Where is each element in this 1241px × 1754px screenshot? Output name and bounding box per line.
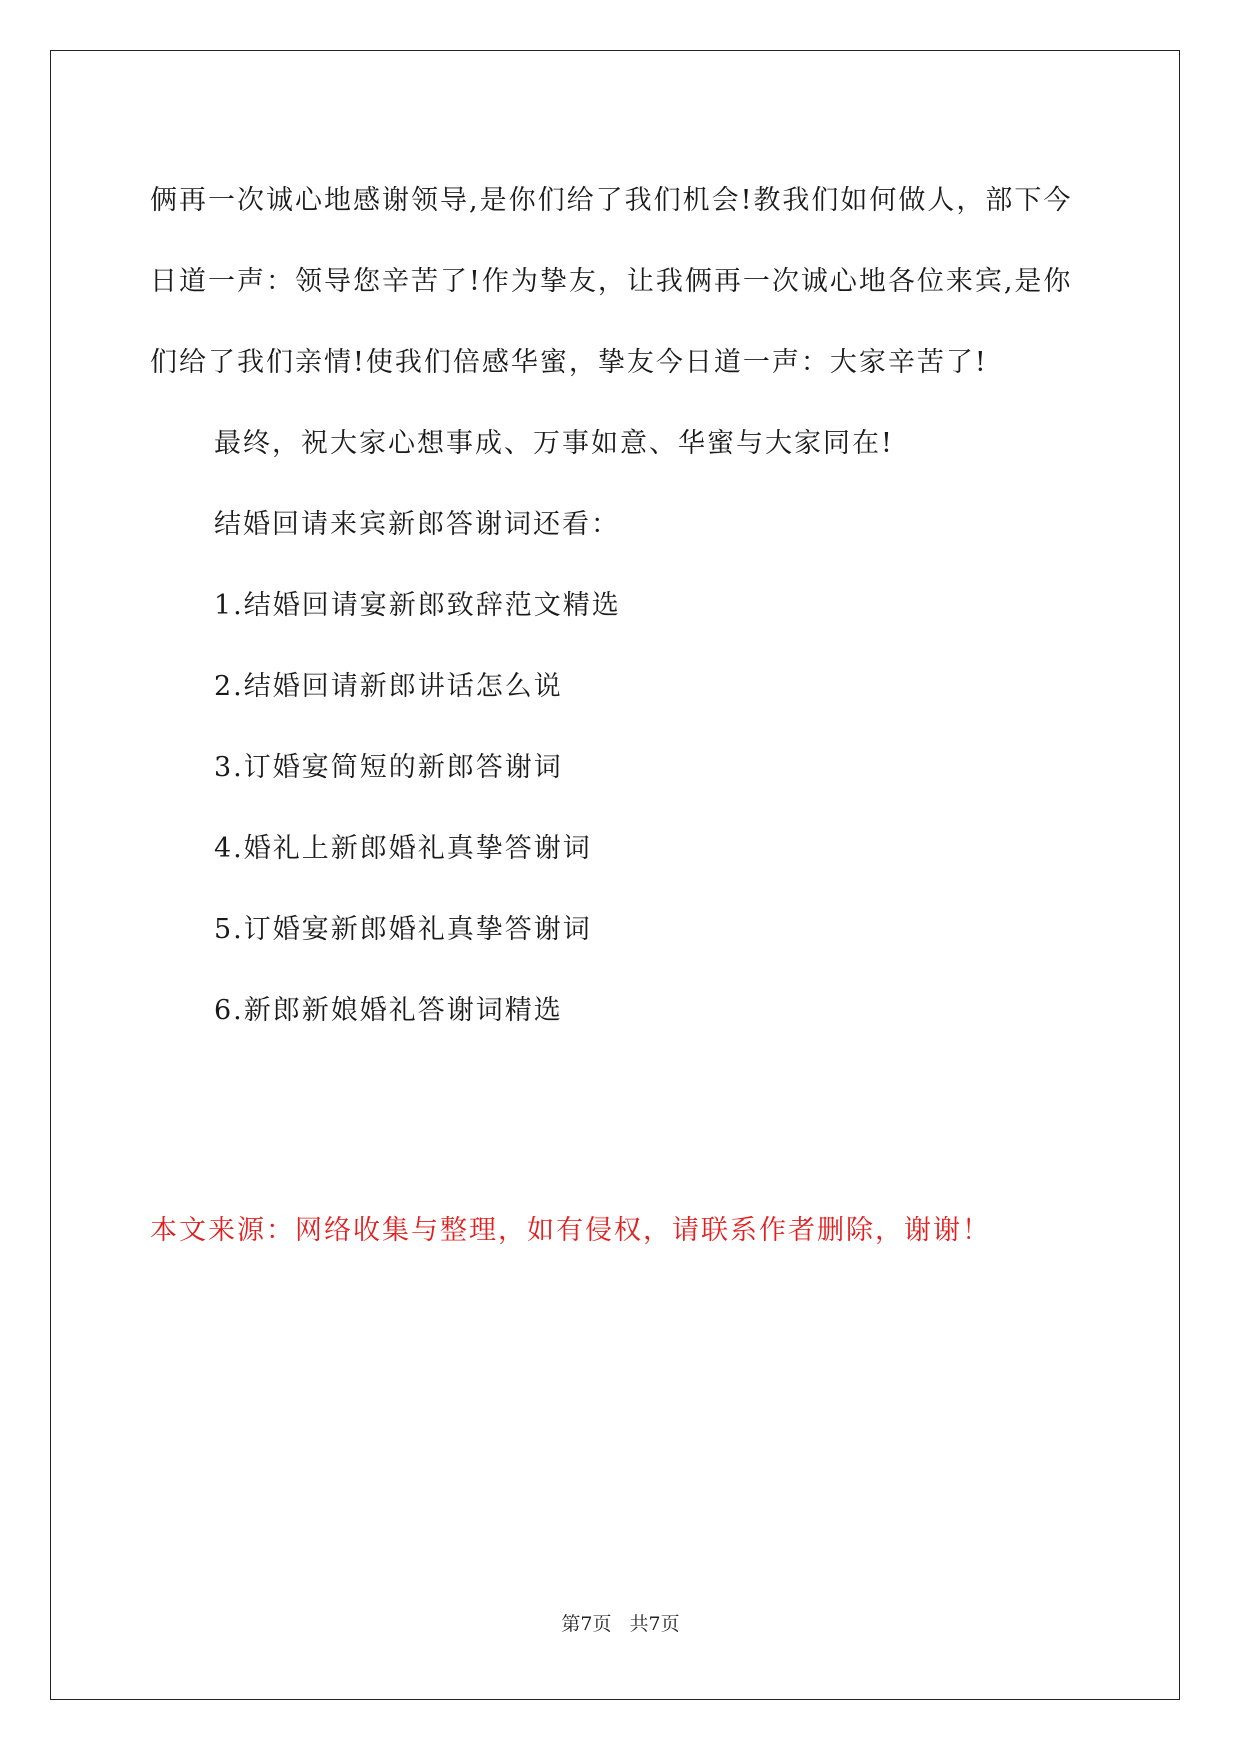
paragraph-wishes: 最终，祝大家心想事成、万事如意、华蜜与大家同在! bbox=[214, 428, 894, 459]
current-page-label: 第7页 bbox=[561, 1613, 612, 1635]
related-item-2[interactable]: 2.结婚回请新郎讲话怎么说 bbox=[214, 671, 563, 702]
related-item-3[interactable]: 3.订婚宴简短的新郎答谢词 bbox=[214, 752, 563, 783]
related-list bbox=[150, 565, 1080, 1051]
related-item-1[interactable]: 1.结婚回请宴新郎致辞范文精选 bbox=[214, 590, 621, 621]
source-note: 本文来源：网络收集与整理，如有侵权，请联系作者删除，谢谢！ bbox=[150, 1215, 991, 1246]
related-item-4[interactable]: 4.婚礼上新郎婚礼真挚答谢词 bbox=[214, 833, 592, 864]
paragraph-thanks: 俩再一次诚心地感谢领导,是你们给了我们机会!教我们如何做人，部下今日道一声：领导您辛苦了!作为挚友，让我俩再一次诚心地各位来宾,是你们给了我们亲情!使我们倍感华蜜，挚友今日道一声：大家辛苦了! bbox=[150, 185, 1073, 378]
related-item-5[interactable]: 5.订婚宴新郎婚礼真挚答谢词 bbox=[214, 914, 592, 945]
related-item-6[interactable]: 6.新郎新娘婚礼答谢词精选 bbox=[214, 995, 563, 1026]
document-body bbox=[150, 160, 1080, 1051]
page-footer bbox=[0, 1609, 1241, 1636]
total-pages-label: 共7页 bbox=[629, 1613, 680, 1635]
related-heading: 结婚回请来宾新郎答谢词还看： bbox=[214, 509, 620, 540]
